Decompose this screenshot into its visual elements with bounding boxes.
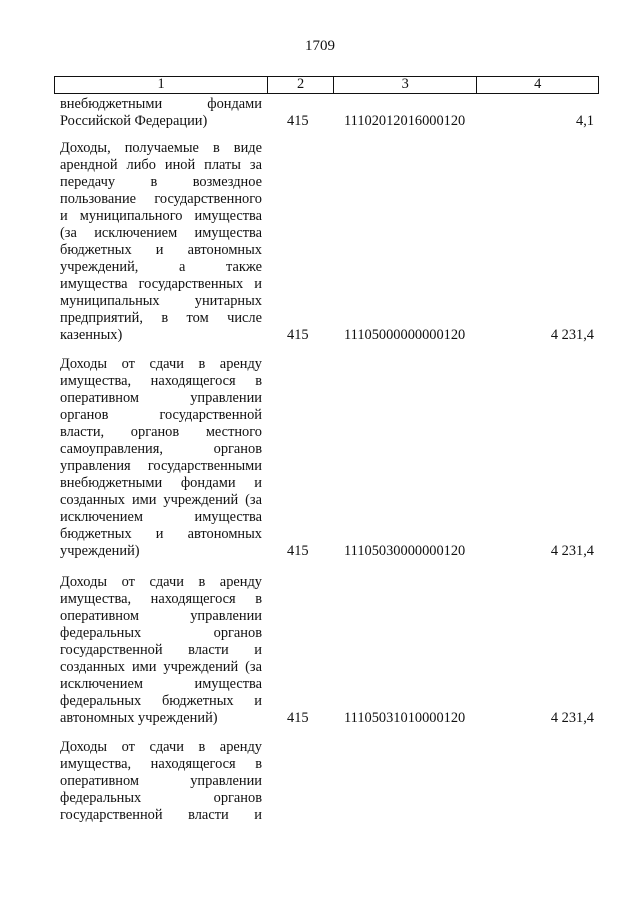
description-line: государственной власти и [60, 642, 262, 658]
header-col-1: 1 [55, 77, 268, 93]
row-amount: 4 231,4 [550, 710, 594, 726]
description-line: имущества, находящегося в [60, 591, 262, 607]
description-line: имущества, находящегося в [60, 756, 262, 772]
row-description [60, 356, 262, 560]
description-line: учреждений) [60, 543, 140, 559]
header-col-3: 3 [334, 77, 477, 93]
description-line: передачу в возмездное [60, 174, 262, 190]
description-line: созданных ими учреждений (за [60, 492, 262, 508]
row-amount: 4 231,4 [550, 327, 594, 343]
row-kbk-code: 11102012016000120 [344, 113, 466, 129]
description-line: предприятий, в том числе [60, 310, 262, 326]
description-line: органов государственной [60, 407, 262, 423]
row-kbk-code: 11105031010000120 [344, 710, 466, 726]
table-header [54, 76, 599, 94]
description-line: Доходы, получаемые в виде [60, 140, 262, 156]
description-line: оперативном управлении [60, 390, 262, 406]
row-amount: 4,1 [576, 113, 594, 129]
row-description [60, 739, 262, 824]
description-line: Доходы от сдачи в аренду [60, 574, 262, 590]
description-line: арендной либо иной платы за [60, 157, 262, 173]
description-line: бюджетных и автономных [60, 242, 262, 258]
description-line: государственной власти и [60, 807, 262, 823]
description-line: Доходы от сдачи в аренду [60, 739, 262, 755]
description-line: Российской Федерации) [60, 113, 208, 129]
description-line: исключением имущества [60, 676, 262, 692]
row-admin-code: 415 [287, 543, 309, 559]
description-line: исключением имущества [60, 509, 262, 525]
description-line: федеральных бюджетных и [60, 693, 262, 709]
row-admin-code: 415 [287, 113, 309, 129]
description-line: муниципальных унитарных [60, 293, 262, 309]
description-line: Доходы от сдачи в аренду [60, 356, 262, 372]
row-description [60, 96, 262, 130]
row-admin-code: 415 [287, 327, 309, 343]
description-line: федеральных органов [60, 790, 262, 806]
description-line: власти, органов местного [60, 424, 262, 440]
header-col-2: 2 [268, 77, 334, 93]
description-line: имущества государственных и [60, 276, 262, 292]
description-line: пользование государственного [60, 191, 262, 207]
description-line: казенных) [60, 327, 123, 343]
description-line: управления государственными [60, 458, 262, 474]
description-line: (за исключением имущества [60, 225, 262, 241]
description-line: самоуправления, органов [60, 441, 262, 457]
description-line: имущества, находящегося в [60, 373, 262, 389]
row-description [60, 140, 262, 344]
page-number: 1709 [305, 38, 335, 54]
row-admin-code: 415 [287, 710, 309, 726]
header-col-4: 4 [534, 76, 542, 92]
row-amount: 4 231,4 [550, 543, 594, 559]
description-line: внебюджетными фондами [60, 96, 262, 112]
description-line: оперативном управлении [60, 773, 262, 789]
description-line: оперативном управлении [60, 608, 262, 624]
description-line: созданных ими учреждений (за [60, 659, 262, 675]
row-kbk-code: 11105030000000120 [344, 543, 466, 559]
description-line: и муниципального имущества [60, 208, 262, 224]
row-kbk-code: 11105000000000120 [344, 327, 466, 343]
description-line: федеральных органов [60, 625, 262, 641]
row-description [60, 574, 262, 727]
description-line: учреждений, а также [60, 259, 262, 275]
description-line: автономных учреждений) [60, 710, 218, 726]
description-line: внебюджетными фондами и [60, 475, 262, 491]
description-line: бюджетных и автономных [60, 526, 262, 542]
